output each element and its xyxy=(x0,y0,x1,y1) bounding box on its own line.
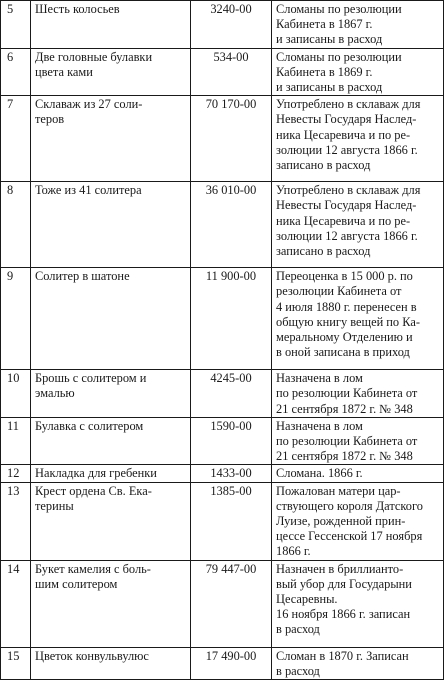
row-number-cell xyxy=(1,647,31,679)
item-note-cell xyxy=(272,48,444,96)
item-price: 36 010-00 xyxy=(205,183,257,198)
row-number: 11 xyxy=(7,418,19,433)
item-price-cell xyxy=(191,182,272,268)
item-note: Употреблено в склаваж для Невесты Государя Наслед- ника Цесаревича и по ре- золюции 12 августа 1866 г. записано в расход xyxy=(276,183,421,259)
item-name-cell xyxy=(31,370,191,418)
item-price-cell xyxy=(191,370,272,418)
table-row xyxy=(1,482,444,560)
row-number: 9 xyxy=(7,269,14,284)
item-note: Переоценка в 15 000 р. по резолюции Кабинета от 4 июля 1880 г. перенесен в общую книгу вещей по Ка- меральному Отделению и в оной записана в приход xyxy=(276,269,420,360)
inventory-table-body xyxy=(1,1,444,680)
item-name: Крест ордена Св. Ека- терины xyxy=(35,483,152,513)
item-price: 17 490-00 xyxy=(205,648,257,663)
item-name: Солитер в шатоне xyxy=(35,269,130,284)
item-name-cell xyxy=(31,48,191,96)
row-number: 5 xyxy=(7,2,14,16)
row-number: 14 xyxy=(7,561,20,576)
row-number-cell xyxy=(1,182,31,268)
item-note-cell xyxy=(272,647,444,679)
item-name: Шесть колосьев xyxy=(35,2,120,16)
table-row xyxy=(1,465,444,482)
item-name-cell xyxy=(31,1,191,49)
item-price-cell xyxy=(191,48,272,96)
item-price: 1433-00 xyxy=(210,466,252,481)
item-note: Сломан в 1870 г. Записан в расход xyxy=(276,648,409,678)
item-price-cell xyxy=(191,560,272,647)
item-price: 79 447-00 xyxy=(205,561,257,576)
item-name: Цветок конвульвулюс xyxy=(35,648,149,663)
item-name-cell xyxy=(31,482,191,560)
item-name-cell xyxy=(31,182,191,268)
row-number: 15 xyxy=(7,648,20,663)
table-row xyxy=(1,417,444,465)
item-name: Букет камелия с боль- шим солитером xyxy=(35,561,151,591)
item-note-cell xyxy=(272,370,444,418)
item-price: 1385-00 xyxy=(210,483,252,498)
item-name-cell xyxy=(31,465,191,482)
item-price-cell xyxy=(191,482,272,560)
table-row xyxy=(1,647,444,679)
row-number-cell xyxy=(1,48,31,96)
table-row xyxy=(1,560,444,647)
item-note-cell xyxy=(272,417,444,465)
item-name-cell xyxy=(31,417,191,465)
item-name-cell xyxy=(31,268,191,370)
item-note: Сломана. 1866 г. xyxy=(276,466,363,481)
item-price-cell xyxy=(191,647,272,679)
row-number-cell xyxy=(1,268,31,370)
item-price: 3240-00 xyxy=(210,2,252,16)
item-note: Пожалован матери цар- ствующего короля Датского Луизе, рожденной прин- цессе Гессенской 17 ноября 1866 г. xyxy=(276,483,423,559)
item-price-cell xyxy=(191,1,272,49)
item-price-cell xyxy=(191,96,272,182)
item-price-cell xyxy=(191,268,272,370)
table-row xyxy=(1,96,444,182)
item-price-cell xyxy=(191,465,272,482)
table-row xyxy=(1,48,444,96)
item-price: 4245-00 xyxy=(210,371,252,386)
item-note: Назначена в лом по резолюции Кабинета от 21 сентября 1872 г. № 348 xyxy=(276,418,418,464)
item-name: Брошь с солитером и эмалью xyxy=(35,371,147,401)
item-note: Назначен в бриллианто- вый убор для Государыни Цесаревны. 16 ноября 1866 г. записан в расход xyxy=(276,561,412,637)
item-note-cell xyxy=(272,482,444,560)
row-number-cell xyxy=(1,1,31,49)
item-note: Сломаны по резолюции Кабинета в 1867 г. и записаны в расход xyxy=(276,2,402,47)
item-name: Тоже из 41 солитера xyxy=(35,183,142,198)
row-number: 7 xyxy=(7,97,14,112)
item-note-cell xyxy=(272,268,444,370)
item-name-cell xyxy=(31,647,191,679)
row-number-cell xyxy=(1,370,31,418)
item-name-cell xyxy=(31,560,191,647)
item-note-cell xyxy=(272,182,444,268)
row-number-cell xyxy=(1,482,31,560)
row-number: 6 xyxy=(7,49,14,64)
item-note: Употреблено в склаваж для Невесты Государя Наслед- ника Цесаревича и по ре- золюции 12 августа 1866 г. записано в расход xyxy=(276,97,421,173)
item-note-cell xyxy=(272,560,444,647)
item-note: Сломаны по резолюции Кабинета в 1869 г. и записаны в расход xyxy=(276,49,402,95)
row-number-cell xyxy=(1,465,31,482)
row-number: 10 xyxy=(7,371,20,386)
item-price: 70 170-00 xyxy=(205,97,257,112)
item-note-cell xyxy=(272,465,444,482)
table-row xyxy=(1,370,444,418)
item-price-cell xyxy=(191,417,272,465)
table-row xyxy=(1,182,444,268)
item-note-cell xyxy=(272,1,444,49)
row-number: 13 xyxy=(7,483,20,498)
item-name: Склаваж из 27 соли- теров xyxy=(35,97,143,127)
row-number: 8 xyxy=(7,183,14,198)
table-row xyxy=(1,268,444,370)
item-price: 534-00 xyxy=(213,49,249,64)
item-note-cell xyxy=(272,96,444,182)
item-name-cell xyxy=(31,96,191,182)
row-number: 12 xyxy=(7,466,20,481)
row-number-cell xyxy=(1,96,31,182)
item-name: Накладка для гребенки xyxy=(35,466,157,481)
table-row xyxy=(1,1,444,49)
item-name: Булавка с солитером xyxy=(35,418,144,433)
item-note: Назначена в лом по резолюции Кабинета от 21 сентября 1872 г. № 348 xyxy=(276,371,418,416)
row-number-cell xyxy=(1,417,31,465)
item-price: 11 900-00 xyxy=(205,269,257,284)
item-price: 1590-00 xyxy=(210,418,252,433)
row-number-cell xyxy=(1,560,31,647)
item-name: Две головные булавки цвета ками xyxy=(35,49,153,79)
